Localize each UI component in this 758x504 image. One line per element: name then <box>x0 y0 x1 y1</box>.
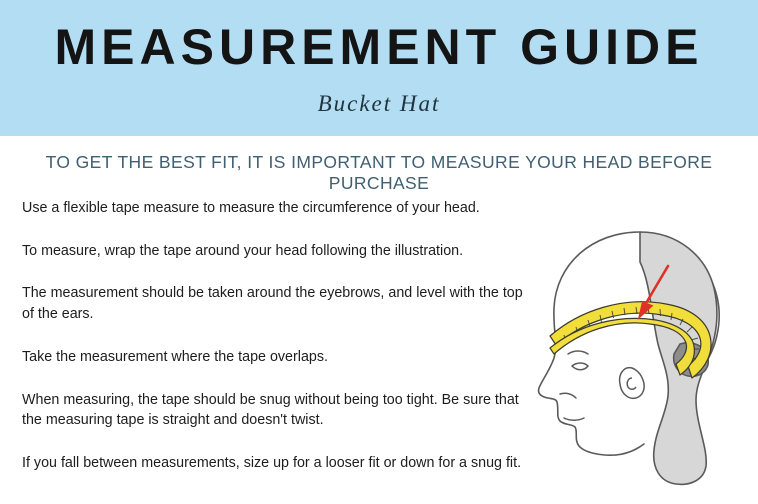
measurement-illustration <box>520 218 750 488</box>
instruction-paragraph: To measure, wrap the tape around your head following the illustration. <box>22 242 464 259</box>
instructions-list <box>22 198 532 474</box>
instruction-paragraph: If you fall between measurements, size up for a looser fit or down for a snug fit. <box>22 455 522 472</box>
instruction-paragraph: Take the measurement where the tape overlaps. <box>22 348 328 365</box>
measuring-tape <box>550 302 711 378</box>
instruction-paragraph: The measurement should be taken around the eyebrows, and level with the top of the ears. <box>22 285 523 323</box>
instruction-paragraph: When measuring, the tape should be snug without being too tight. Be sure that the measuring tape is straight and doesn't twist. <box>22 391 519 429</box>
page-subtitle: Bucket Hat <box>317 91 441 116</box>
face-details <box>560 351 588 420</box>
page-title: MEASUREMENT GUIDE <box>54 19 704 75</box>
header-banner <box>0 0 758 136</box>
ear-shape <box>620 368 645 399</box>
intro-line: TO GET THE BEST FIT, IT IS IMPORTANT TO MEASURE YOUR HEAD BEFORE PURCHASE <box>45 152 713 193</box>
instruction-paragraph: Use a flexible tape measure to measure the circumference of your head. <box>22 200 480 216</box>
